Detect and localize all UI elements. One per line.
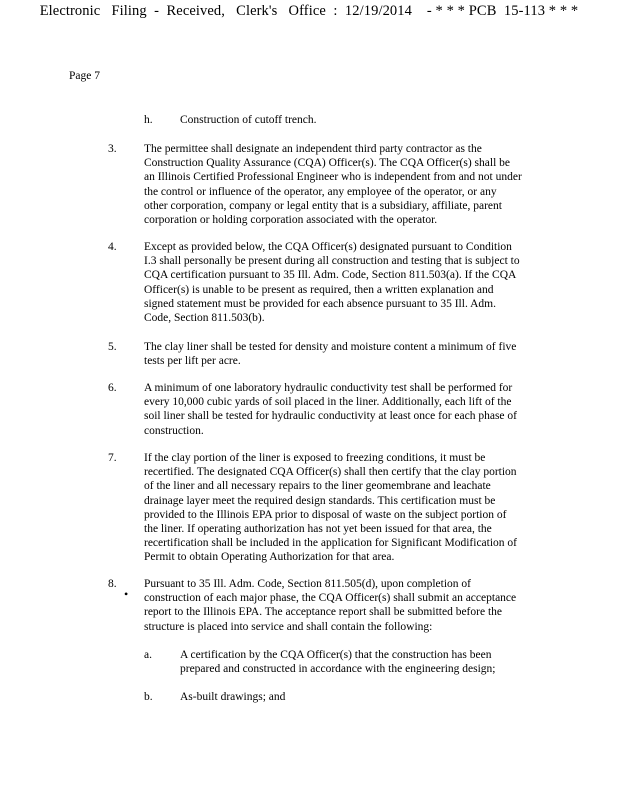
condition-text [144, 451, 539, 565]
text-line: of the liner and all necessary repairs to the liner geomembrane and leachate [144, 480, 491, 493]
text-line: A minimum of one laboratory hydraulic conductivity test shall be performed for [144, 382, 513, 394]
text-line: Permit to obtain Operating Authorization for that area. [144, 551, 395, 564]
text-line: Code, Section 811.503(b). [144, 312, 265, 325]
text-line: drainage layer meet the required design standards. This certification must be [144, 494, 496, 507]
text-line: every 10,000 cubic yards of soil placed in the liner. Additionally, each lift of the [144, 396, 512, 409]
sub-item-text [180, 690, 539, 704]
condition-text [144, 381, 539, 438]
sub-item-text [180, 648, 539, 676]
text-line: CQA certification pursuant to 35 Ill. Adm. Code, Section 811.503(a). If the CQA [144, 269, 517, 282]
stray-mark: • [124, 587, 129, 601]
condition-text [144, 240, 539, 325]
text-line: construction of each major phase, the CQA Officer(s) shall submit an acceptance [144, 592, 517, 605]
list-item-text: Construction of cutoff trench. [180, 114, 317, 126]
text-line: Construction Quality Assurance (CQA) Officer(s). The CQA Officer(s) shall be [144, 157, 511, 170]
sub-item-letter: a. [144, 649, 152, 661]
text-line: recertified. The designated CQA Officer(s) shall then certify that the clay portion [144, 466, 517, 479]
text-line: Officer(s) is unable to be present as required, then a written explanation and [144, 283, 494, 296]
text-line: prepared and constructed in accordance with the engineering design; [180, 663, 496, 676]
text-line: The clay liner shall be tested for density and moisture content a minimum of five [144, 341, 517, 353]
text-line: an Illinois Certified Professional Engineer who is independent from and not under [144, 171, 522, 184]
text-line: A certification by the CQA Officer(s) that the construction has been [180, 649, 492, 661]
text-line: As-built drawings; and [180, 691, 286, 703]
filing-stamp-header: Electronic Filing - Received, Clerk's Office : 12/19/2014 - * * * PCB 15-113 * * * [39, 3, 579, 19]
text-line: structure is placed into service and shall contain the following: [144, 620, 433, 633]
text-line: The permittee shall designate an independent third party contractor as the [144, 143, 482, 155]
text-line: signed statement must be provided for each absence pursuant to 35 Ill. Adm. [144, 297, 496, 310]
condition-number: 3. [108, 143, 117, 155]
text-line: I.3 shall personally be present during all construction and testing that is subject to [144, 255, 520, 268]
list-item-letter: h. [144, 114, 153, 126]
text-line: other corporation, company or legal entity that is a subsidiary, affiliate, parent [144, 199, 502, 212]
page-number-label: Page 7 [69, 70, 100, 82]
text-line: tests per lift per acre. [144, 355, 241, 368]
condition-number: 8. [108, 578, 117, 590]
condition-text [144, 142, 539, 227]
condition-text [144, 340, 539, 368]
text-line: Except as provided below, the CQA Officer(s) designated pursuant to Condition [144, 241, 512, 253]
condition-text [144, 577, 539, 634]
text-line: report to the Illinois EPA. The acceptance report shall be submitted before the [144, 606, 502, 619]
condition-number: 7. [108, 452, 117, 464]
text-line: construction. [144, 424, 204, 437]
text-line: provided to the Illinois EPA prior to disposal of waste on the subject portion of [144, 508, 507, 521]
text-line: the control or influence of the operator, any employee of the operator, or any [144, 185, 497, 198]
text-line: recertification shall be included in the application for Significant Modification of [144, 537, 517, 550]
condition-number: 6. [108, 382, 117, 394]
sub-item-letter: b. [144, 691, 153, 703]
condition-number: 4. [108, 241, 117, 253]
text-line: Pursuant to 35 Ill. Adm. Code, Section 811.505(d), upon completion of [144, 578, 471, 590]
text-line: the liner. If operating authorization has not yet been issued for that area, the [144, 523, 492, 536]
condition-number: 5. [108, 341, 117, 353]
text-line: If the clay portion of the liner is exposed to freezing conditions, it must be [144, 452, 486, 464]
text-line: soil liner shall be tested for hydraulic conductivity at least once for each phase of [144, 410, 517, 423]
text-line: corporation or holding corporation associated with the operator. [144, 214, 438, 227]
